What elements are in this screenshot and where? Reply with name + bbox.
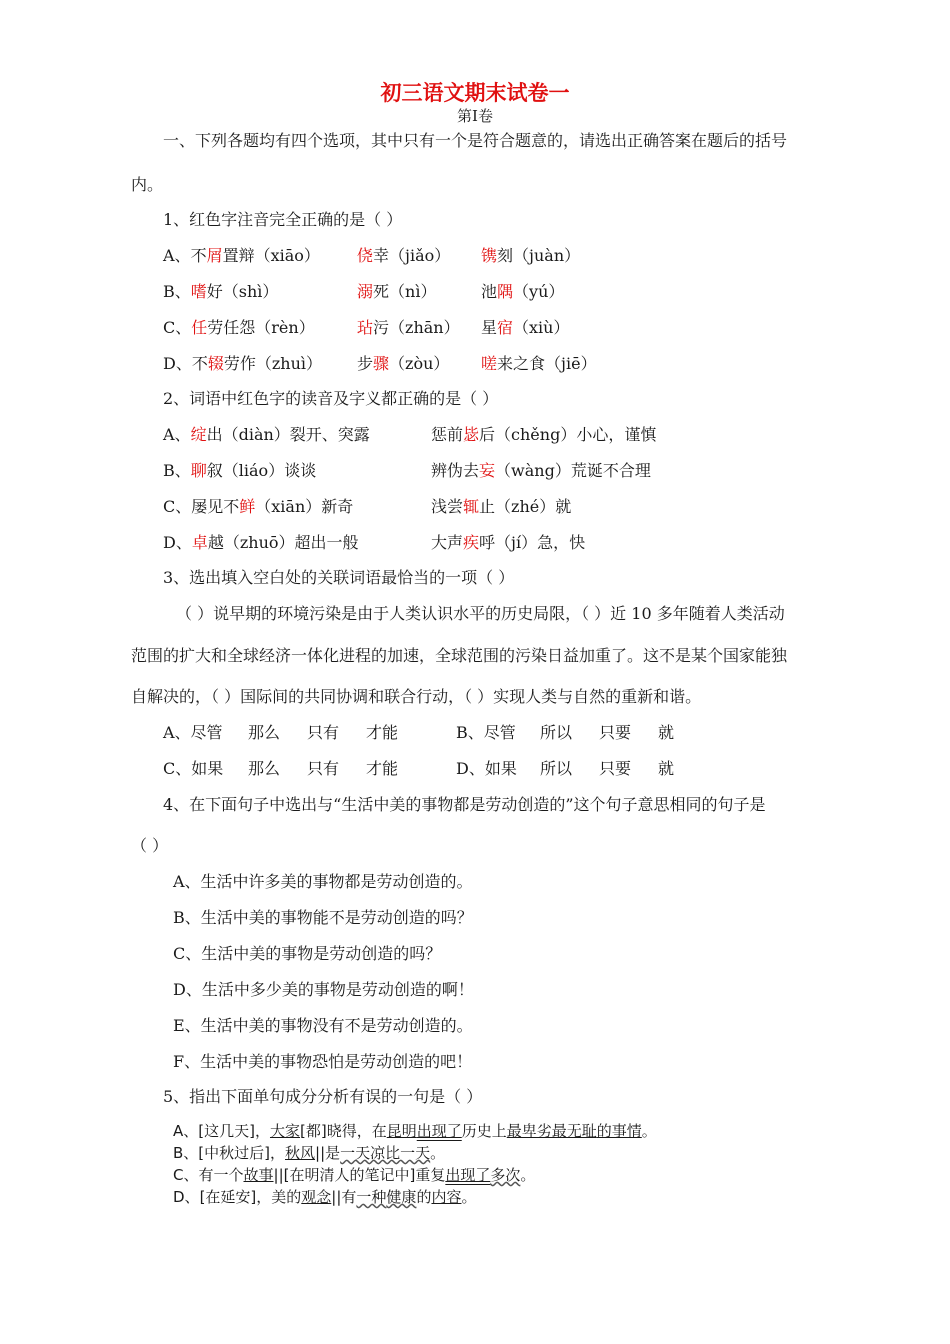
q1-a-col3 [481,246,580,266]
q2-stem: 2、词语中红色字的读音及字义都正确的是（ ） [163,389,499,408]
q3-d-word1: D、如果 [456,759,517,778]
red-char: 妄 [479,461,496,480]
attributive: 历史上 [461,1122,507,1140]
text: 止（zhé）就 [479,497,572,516]
text: 来之食（jiē） [497,354,597,373]
q3-d-word2: 所以 [540,759,573,778]
q1-b-col3 [481,282,564,302]
attributive: 有一个 [198,1166,244,1184]
subject: 秋风 [285,1144,316,1162]
text: 出（diàn）裂开、突露 [206,425,370,444]
q3-b-word2: 所以 [540,723,573,742]
volume-subtitle: 第Ⅰ卷 [457,107,493,125]
q1-d-col3 [481,354,597,374]
punct: 。 [520,1166,536,1184]
q3-c-word1: C、如果 [163,759,224,778]
q1-c-col2 [357,318,460,338]
q2-option-d-right [431,533,585,553]
q3-c-word3: 只有 [307,759,340,778]
text: C、屡见不 [163,497,240,516]
text: 不 [191,354,208,373]
text: 置辩（xiāo） [222,246,320,265]
q3-paragraph-line-2: 范围的扩大和全球经济一体化进程的加速，全球范围的污染日益加重了。这不是某个国家能独 [131,646,788,665]
q2-option-c-right [431,497,571,517]
text: 刻（juàn） [497,246,581,265]
attributive: 健康 [386,1188,417,1206]
text: 的 [416,1188,432,1206]
object: 一天凉比一天 [340,1144,431,1162]
red-char: 侥 [357,246,374,265]
q4-option-b: B、生活中美的事物能不是劳动创造的吗？ [173,908,473,927]
punct: 。 [461,1188,477,1206]
option-label: D、 [163,354,192,373]
q4-option-c: C、生活中美的事物是劳动创造的吗？ [173,944,442,963]
adverbial: [这几天]， [198,1122,270,1140]
predicate: ||是 [315,1144,341,1162]
q1-stem: 1、红色字注音完全正确的是（ ） [163,210,403,229]
text: 不 [190,246,207,265]
q1-a-col2 [357,246,450,266]
q1-b-col1 [163,282,278,302]
text: 辨伪去 [431,461,480,480]
q5-stem: 5、指出下面单句成分分析有误的一句是（ ） [163,1087,483,1106]
q1-b-col2 [357,282,436,302]
subject: 昆明 [386,1122,417,1140]
punct: 。 [641,1122,657,1140]
text: 劳任怨（rèn） [207,318,315,337]
instructions-line-1: 一、下列各题均有四个选项，其中只有一个是符合题意的，请选出正确答案在题后的括号 [163,131,788,150]
option-label: D、 [173,1188,200,1206]
text: 浅尝 [431,497,464,516]
q3-a-word1: A、尽管 [163,723,223,742]
red-char: 任 [191,318,208,337]
text: [都]晓得，在 [300,1122,387,1140]
text: 星 [481,318,498,337]
text: （yú） [513,282,565,301]
red-char: 溺 [357,282,374,301]
q4-option-e: E、生活中美的事物没有不是劳动创造的。 [173,1016,473,1035]
q3-stem: 3、选出填入空白处的关联词语最恰当的一项（ ） [163,568,515,587]
q3-paragraph-line-3: 自解决的，（ ）国际间的共同协调和联合行动，（ ）实现人类与自然的重新和谐。 [131,687,702,706]
q5-option-a [173,1121,657,1141]
predicate: ||有 [331,1188,357,1206]
option-label: B、 [173,1144,199,1162]
text: （xiù） [513,318,570,337]
page-title: 初三语文期末试卷一 [380,80,570,105]
text: （wàng）荒诞不合理 [495,461,651,480]
q4-option-d: D、生活中多少美的事物是劳动创造的啊！ [173,980,474,999]
text: （zòu） [389,354,450,373]
text: 池 [481,282,498,301]
subject: 观念 [301,1188,332,1206]
subject: 大家 [269,1122,300,1140]
red-char: 聊 [190,461,207,480]
q2-option-d-left [163,533,359,553]
attributive: 一种 [356,1188,387,1206]
text: 步 [357,354,374,373]
text: 呼（jí）急，快 [479,533,586,552]
red-char: 绽 [190,425,207,444]
predicate: 出现了 [416,1122,462,1140]
option-label: C、 [163,318,192,337]
q1-c-col1 [163,318,315,338]
instructions-line-2: 内。 [131,175,164,194]
option-label: A、 [163,246,191,265]
text: 叙（liáo）谈谈 [206,461,317,480]
text: 劳作（zhuì） [223,354,323,373]
red-char: 辄 [463,497,480,516]
option-label: C、 [173,1166,199,1184]
q3-c-word4: 才能 [366,759,399,778]
q1-c-col3 [481,318,569,338]
text: 污（zhān） [373,318,460,337]
q2-option-a-left [163,425,370,445]
text: A、 [163,425,191,444]
adverbial: ||[在明清人的笔记中]重复 [273,1166,446,1184]
text: 好（shì） [206,282,279,301]
q3-d-word4: 就 [658,759,675,778]
q3-a-word2: 那么 [248,723,281,742]
q1-d-col1 [163,354,322,374]
text: （xiān）新奇 [255,497,354,516]
adverbial: [在延安]，美的 [199,1188,302,1206]
q4-option-a: A、生活中许多美的事物都是劳动创造的。 [173,872,473,891]
q3-b-word3: 只要 [599,723,632,742]
q2-option-b-left [163,461,316,481]
punct: 。 [430,1144,446,1162]
predicate: 出现了 [445,1166,491,1184]
text: 后（chěng）小心，谨慎 [479,425,657,444]
red-char: 玷 [357,318,374,337]
option-label: A、 [173,1122,199,1140]
q3-c-word2: 那么 [248,759,281,778]
q2-option-a-right [431,425,656,445]
red-char: 嗜 [190,282,207,301]
red-char: 骤 [373,354,390,373]
q3-paragraph-line-1: （ ）说早期的环境污染是由于人类认识水平的历史局限，（ ）近 10 多年随着人类活动 [176,604,785,623]
object: 的事情 [596,1122,642,1140]
red-char: 宿 [497,318,514,337]
object: 多次 [490,1166,521,1184]
q5-option-d [173,1187,476,1207]
red-char: 镌 [481,246,498,265]
q3-d-word3: 只要 [599,759,632,778]
q3-b-word4: 就 [658,723,675,742]
red-char: 屑 [206,246,223,265]
attributive: 最卑劣最无耻 [506,1122,597,1140]
red-char: 鲜 [239,497,256,516]
text: 大声 [431,533,464,552]
q2-option-c-left [163,497,353,517]
q3-a-word4: 才能 [366,723,399,742]
text: D、 [163,533,192,552]
q5-option-c [173,1165,535,1185]
text: 越（zhuō）超出一般 [207,533,359,552]
red-char: 隅 [497,282,514,301]
subject: 故事 [243,1166,274,1184]
q4-answer-paren: （ ） [131,836,169,855]
text: 死（nì） [373,282,437,301]
q1-a-col1 [163,246,320,266]
q4-stem: 4、在下面句子中选出与“生活中美的事物都是劳动创造的”这个句子意思相同的句子是 [163,795,766,814]
object: 内容 [431,1188,462,1206]
red-char: 疾 [463,533,480,552]
text: 幸（jiǎo） [373,246,451,265]
adverbial: [中秋过后]， [198,1144,286,1162]
q4-option-f: F、生活中美的事物恐怕是劳动创造的吧！ [173,1052,473,1071]
q3-a-word3: 只有 [307,723,340,742]
option-label: B、 [163,282,191,301]
red-char: 嗟 [481,354,498,373]
red-char: 卓 [191,533,208,552]
red-char: 毖 [463,425,480,444]
text: 惩前 [431,425,464,444]
text: B、 [163,461,191,480]
red-char: 辍 [207,354,224,373]
q1-d-col2 [357,354,449,374]
q5-option-b [173,1143,445,1163]
q2-option-b-right [431,461,651,481]
q3-b-word1: B、尽管 [456,723,516,742]
